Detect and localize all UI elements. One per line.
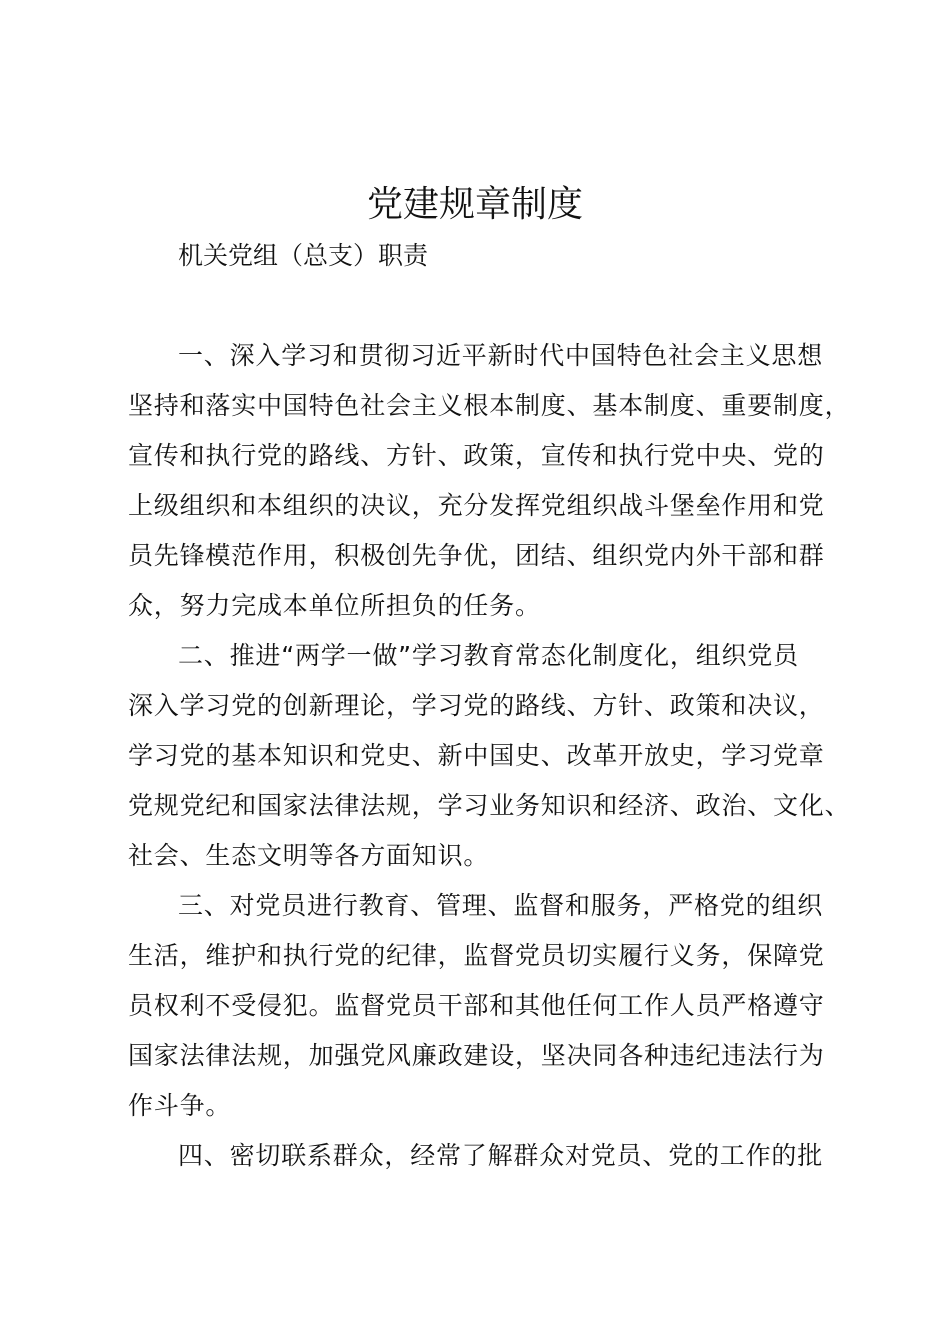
paragraph-2-line-2: 深入学习党的创新理论，学习党的路线、方针、政策和决议， bbox=[128, 691, 825, 720]
paragraph-3-line-3: 员权利不受侵犯。监督党员干部和其他任何工作人员严格遵守 bbox=[128, 991, 825, 1020]
paragraph-1-line-6: 众，努力完成本单位所担负的任务。 bbox=[128, 591, 541, 620]
paragraph-1-line-2: 坚持和落实中国特色社会主义根本制度、基本制度、重要制度， bbox=[128, 391, 851, 420]
paragraph-1-line-4: 上级组织和本组织的决议，充分发挥党组织战斗堡垒作用和党 bbox=[128, 491, 825, 520]
paragraph-3-line-4: 国家法律法规，加强党风廉政建设，坚决同各种违纪违法行为 bbox=[128, 1041, 825, 1070]
paragraph-1-line-5: 员先锋模范作用，积极创先争优，团结、组织党内外干部和群 bbox=[128, 541, 825, 570]
document-subtitle: 机关党组（总支）职责 bbox=[178, 241, 429, 270]
paragraph-3-line-2: 生活，维护和执行党的纪律，监督党员切实履行义务，保障党 bbox=[128, 941, 825, 970]
paragraph-3-line-5: 作斗争。 bbox=[128, 1091, 232, 1120]
paragraph-3-line-1: 三、对党员进行教育、管理、监督和服务，严格党的组织 bbox=[178, 891, 824, 920]
paragraph-4-line-1: 四、密切联系群众，经常了解群众对党员、党的工作的批 bbox=[178, 1141, 824, 1170]
document-title: 党建规章制度 bbox=[366, 184, 583, 225]
paragraph-2-line-5: 社会、生态文明等各方面知识。 bbox=[128, 841, 490, 870]
paragraph-2-line-3: 学习党的基本知识和党史、新中国史、改革开放史，学习党章 bbox=[128, 741, 825, 770]
paragraph-1-line-1: 一、深入学习和贯彻习近平新时代中国特色社会主义思想 bbox=[178, 341, 824, 370]
paragraph-2-line-4: 党规党纪和国家法律法规，学习业务知识和经济、政治、文化、 bbox=[128, 791, 851, 820]
paragraph-2-line-1: 二、推进“两学一做”学习教育常态化制度化，组织党员 bbox=[178, 641, 799, 670]
paragraph-1-line-3: 宣传和执行党的路线、方针、政策，宣传和执行党中央、党的 bbox=[128, 441, 825, 470]
